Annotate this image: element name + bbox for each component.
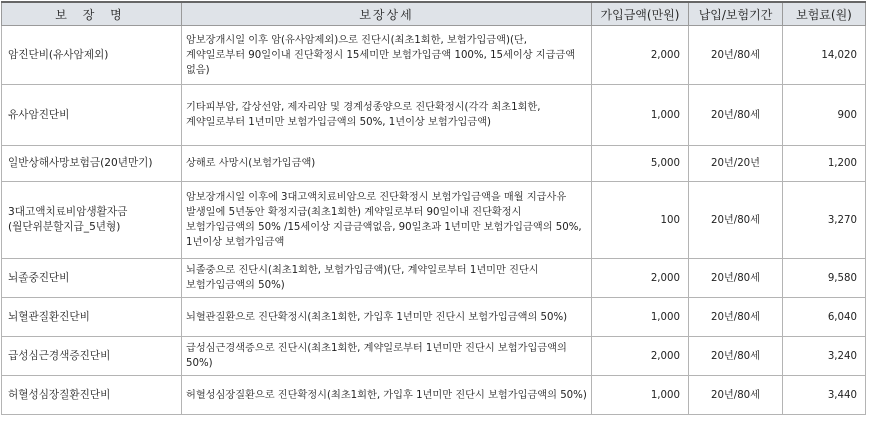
table-header-row bbox=[2, 2, 866, 26]
table-row bbox=[2, 146, 866, 182]
table-row bbox=[2, 182, 866, 259]
payment-period-cell: 20년/80세 bbox=[689, 376, 783, 415]
premium-cell: 3,270 bbox=[783, 182, 866, 259]
payment-period-cell: 20년/80세 bbox=[689, 85, 783, 146]
insured-amount-cell: 2,000 bbox=[592, 26, 689, 85]
coverage-name-cell: 일반상해사망보험금(20년만기) bbox=[2, 146, 182, 182]
coverage-name-cell: 뇌혈관질환진단비 bbox=[2, 298, 182, 337]
premium-cell: 9,580 bbox=[783, 259, 866, 298]
insured-amount-cell: 1,000 bbox=[592, 85, 689, 146]
coverage-name-cell: 암진단비(유사암제외) bbox=[2, 26, 182, 85]
coverage-table bbox=[1, 1, 866, 415]
coverage-detail-cell: 암보장개시일 이후에 3대고액치료비암으로 진단확정시 보험가입금액을 매월 지급사유 발생일에 5년동안 확정지급(최초1회한) 계약일로부터 90일이내 진단확정시 보험가입금액의 50% /15세이상 지급금액없음, 90일초과 1년미만 보험가입금액의 50%, 1년이상 보험가입금액 bbox=[182, 182, 592, 259]
table-row bbox=[2, 85, 866, 146]
coverage-name-cell: 뇌졸중진단비 bbox=[2, 259, 182, 298]
payment-period-cell: 20년/80세 bbox=[689, 298, 783, 337]
coverage-detail-cell: 허혈성심장질환으로 진단확정시(최초1회한, 가입후 1년미만 진단시 보험가입금액의 50%) bbox=[182, 376, 592, 415]
coverage-detail-cell: 기타피부암, 갑상선암, 제자리암 및 경계성종양으로 진단확정시(각각 최초1회한, 계약일로부터 1년미만 보험가입금액의 50%, 1년이상 보험가입금액) bbox=[182, 85, 592, 146]
coverage-name-cell: 허혈성심장질환진단비 bbox=[2, 376, 182, 415]
coverage-name-cell: 3대고액치료비암생활자금(월단위분할지급_5년형) bbox=[2, 182, 182, 259]
coverage-detail-cell: 뇌혈관질환으로 진단확정시(최초1회한, 가입후 1년미만 진단시 보험가입금액의 50%) bbox=[182, 298, 592, 337]
table-row bbox=[2, 26, 866, 85]
insured-amount-cell: 5,000 bbox=[592, 146, 689, 182]
coverage-detail-cell: 상해로 사망시(보험가입금액) bbox=[182, 146, 592, 182]
header-premium: 보험료(원) bbox=[783, 2, 866, 26]
premium-cell: 6,040 bbox=[783, 298, 866, 337]
table-row bbox=[2, 298, 866, 337]
payment-period-cell: 20년/80세 bbox=[689, 182, 783, 259]
premium-cell: 1,200 bbox=[783, 146, 866, 182]
coverage-detail-cell: 암보장개시일 이후 암(유사암제외)으로 진단시(최초1회한, 보험가입금액)(단, 계약일로부터 90일이내 진단확정시 15세미만 보험가입금액 100%, 15세이상 지급금액 없음) bbox=[182, 26, 592, 85]
coverage-name-cell: 급성심근경색증진단비 bbox=[2, 337, 182, 376]
premium-cell: 900 bbox=[783, 85, 866, 146]
table-row bbox=[2, 376, 866, 415]
coverage-name-cell: 유사암진단비 bbox=[2, 85, 182, 146]
header-payment-period: 납입/보험기간 bbox=[689, 2, 783, 26]
table-row bbox=[2, 259, 866, 298]
payment-period-cell: 20년/80세 bbox=[689, 26, 783, 85]
premium-cell: 3,440 bbox=[783, 376, 866, 415]
header-insured-amount: 가입금액(만원) bbox=[592, 2, 689, 26]
coverage-detail-cell: 급성심근경색증으로 진단시(최초1회한, 계약일로부터 1년미만 진단시 보험가입금액의 50%) bbox=[182, 337, 592, 376]
header-coverage-name: 보 장 명 bbox=[2, 2, 182, 26]
header-coverage-detail: 보장상세 bbox=[182, 2, 592, 26]
payment-period-cell: 20년/20년 bbox=[689, 146, 783, 182]
table-row bbox=[2, 337, 866, 376]
payment-period-cell: 20년/80세 bbox=[689, 259, 783, 298]
insured-amount-cell: 1,000 bbox=[592, 376, 689, 415]
insured-amount-cell: 1,000 bbox=[592, 298, 689, 337]
insured-amount-cell: 2,000 bbox=[592, 337, 689, 376]
insured-amount-cell: 100 bbox=[592, 182, 689, 259]
premium-cell: 14,020 bbox=[783, 26, 866, 85]
premium-cell: 3,240 bbox=[783, 337, 866, 376]
coverage-detail-cell: 뇌졸중으로 진단시(최초1회한, 보험가입금액)(단, 계약일로부터 1년미만 진단시 보험가입금액의 50%) bbox=[182, 259, 592, 298]
payment-period-cell: 20년/80세 bbox=[689, 337, 783, 376]
insured-amount-cell: 2,000 bbox=[592, 259, 689, 298]
